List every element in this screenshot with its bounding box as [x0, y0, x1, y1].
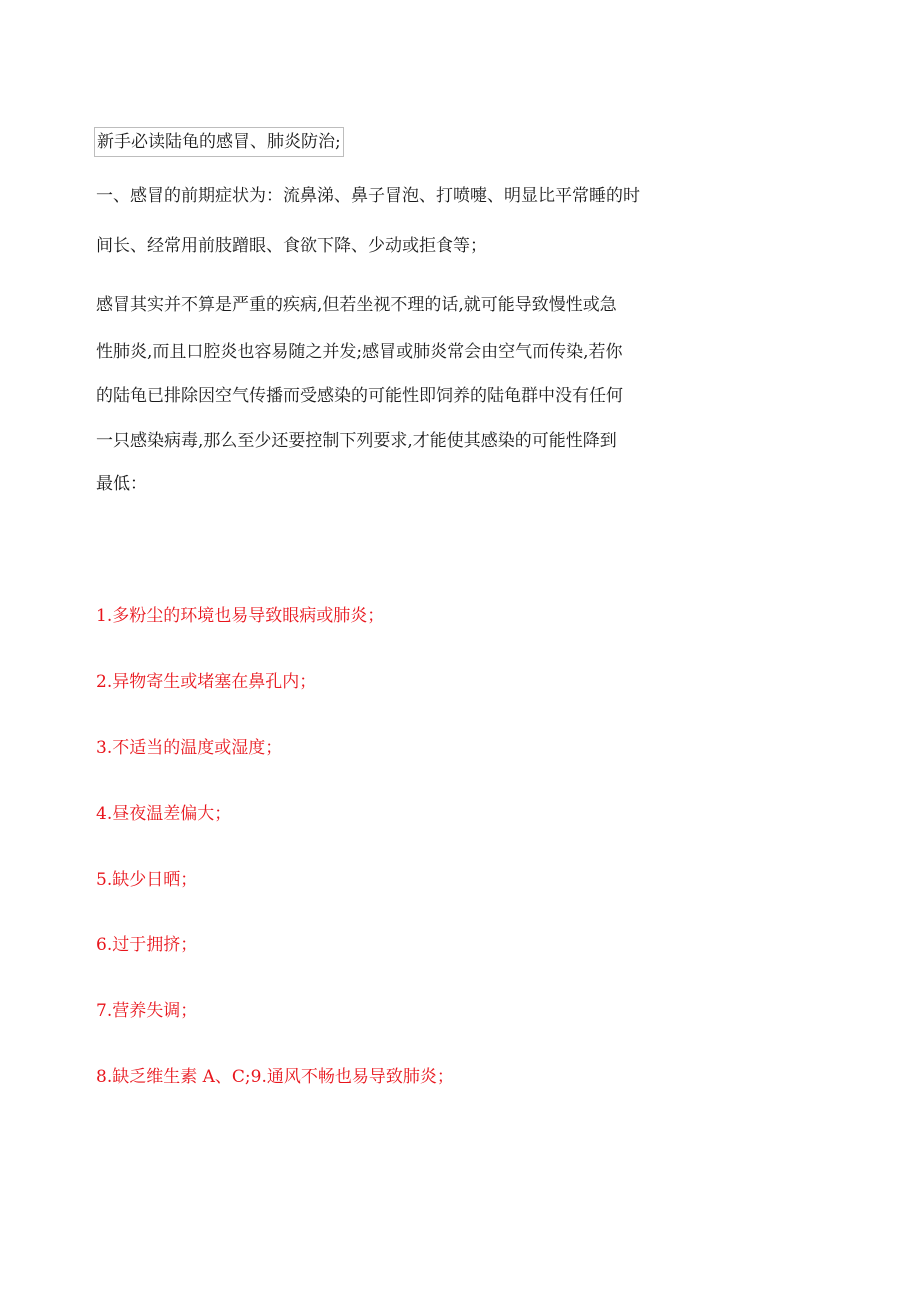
symptoms-line-1: 一、感冒的前期症状为：流鼻涕、鼻子冒泡、打喷嚏、明显比平常睡的时	[96, 186, 640, 206]
list-item-8: 8.缺乏维生素 A、C;9.通风不畅也易导致肺炎；	[96, 1067, 454, 1087]
symptoms-line-2: 间长、经常用前肢蹭眼、食欲下降、少动或拒食等；	[96, 236, 487, 256]
paragraph-line-2: 性肺炎,而且口腔炎也容易随之并发;感冒或肺炎常会由空气而传染,若你	[96, 342, 623, 362]
list-item-3: 3.不适当的温度或湿度；	[96, 738, 283, 758]
paragraph-line-3: 的陆龟已排除因空气传播而受感染的可能性即饲养的陆龟群中没有任何	[96, 386, 623, 406]
list-item-1: 1.多粉尘的环境也易导致眼病或肺炎；	[96, 606, 385, 626]
list-item-2: 2.异物寄生或堵塞在鼻孔内；	[96, 672, 317, 692]
list-item-5: 5.缺少日晒；	[96, 870, 198, 890]
document-title: 新手必读陆龟的感冒、肺炎防治;	[94, 127, 344, 157]
paragraph-line-1: 感冒其实并不算是严重的疾病,但若坐视不理的话,就可能导致慢性或急	[96, 295, 617, 315]
list-item-4: 4.昼夜温差偏大；	[96, 804, 232, 824]
list-item-7: 7.营养失调；	[96, 1001, 198, 1021]
list-item-6: 6.过于拥挤；	[96, 935, 198, 955]
paragraph-line-5: 最低：	[96, 474, 147, 494]
paragraph-line-4: 一只感染病毒,那么至少还要控制下列要求,才能使其感染的可能性降到	[96, 431, 617, 451]
